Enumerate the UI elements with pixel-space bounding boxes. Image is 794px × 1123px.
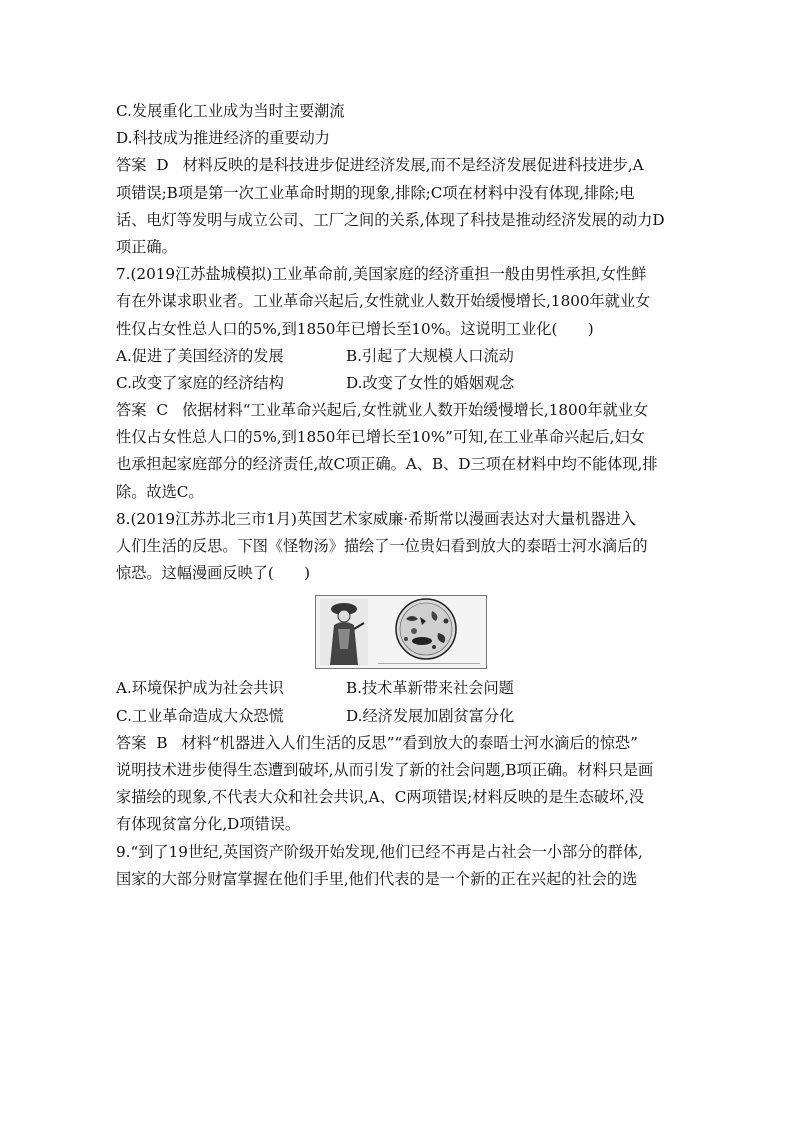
explanation-text: 材料反映的是科技进步促进经济发展,而不是经济发展促进科技进步,A	[182, 156, 644, 175]
cartoon-caption-rule	[378, 663, 480, 667]
q7-explanation-line: 性仅占女性总人口的5%,到1850年已增长至10%”可知,在工业革命兴起后,妇女	[116, 428, 645, 447]
q7-explanation-line: 也承担起家庭部分的经济责任,故C项正确。A、B、D三项在材料中均不能体现,排	[116, 455, 658, 474]
q9-stem-line: 9.“到了19世纪,英国资产阶级开始发现,他们已经不再是占社会一小部分的群体,	[116, 842, 643, 861]
q7-stem-line: 有在外谋求职业者。工业革命兴起后,女性就业人数开始缓慢增长,1800年就业女	[116, 292, 651, 311]
q8-options-row	[116, 675, 686, 702]
q6-option-c: C.发展重化工业成为当时主要潮流	[116, 102, 345, 120]
q8-option-a: A.环境保护成为社会共识	[116, 679, 284, 698]
answer-label: 答案	[116, 401, 147, 420]
q9-stem-line: 国家的大部分财富掌握在他们手里,他们代表的是一个新的正在兴起的社会的选	[116, 869, 638, 888]
q7-option-b: B.引起了大规模人口流动	[346, 346, 514, 365]
q7-option-a: A.促进了美国经济的发展	[116, 346, 284, 365]
explanation-text: 依据材料“工业革命兴起后,女性就业人数开始缓慢增长,1800年就业女	[182, 401, 649, 420]
q7-options-row	[116, 343, 686, 370]
magnified-water-drop-icon	[376, 597, 476, 661]
answer-label: 答案	[116, 733, 147, 752]
q8-explanation-line: 说明技术进步使得生态遭到破坏,从而引发了新的社会问题,B项正确。材料只是画	[116, 761, 654, 779]
q6-explanation-line: 项正确。	[116, 237, 177, 256]
monster-soup-cartoon	[116, 595, 686, 669]
q6-option-d: D.科技成为推进经济的重要动力	[116, 129, 330, 148]
answer-letter: D	[156, 156, 169, 175]
q8-explanation-line: 家描绘的现象,不代表大众和社会共识,A、C两项错误;材料反映的是生态破坏,没	[116, 788, 645, 807]
cartoon-image	[315, 595, 487, 669]
q8-option-b: B.技术革新带来社会问题	[346, 679, 514, 698]
q8-options-row	[116, 703, 686, 730]
q8-stem-line: 8.(2019江苏苏北三市1月)英国艺术家威廉·希斯常以漫画表达对大量机器进入	[116, 509, 636, 528]
q7-stem-line: 性仅占女性总人口的5%,到1850年已增长至10%。这说明工业化( )	[116, 319, 594, 338]
q8-explanation-line: 有体现贫富分化,D项错误。	[116, 815, 301, 834]
q7-option-d: D.改变了女性的婚姻观念	[346, 373, 515, 392]
document-page	[116, 98, 686, 893]
q8-stem-line: 惊恐。这幅漫画反映了( )	[116, 564, 311, 583]
q8-option-d: D.经济发展加剧贫富分化	[346, 706, 515, 725]
explanation-text: 材料“机器进入人们生活的反思”“看到放大的泰晤士河水滴后的惊恐”	[181, 733, 638, 752]
q8-answer-line	[116, 730, 686, 757]
q6-explanation-line: 话、电灯等发明与成立公司、工厂之间的关系,体现了科技是推动经济发展的动力D	[116, 210, 665, 229]
q6-answer-line	[116, 152, 686, 179]
q7-explanation-line: 除。故选C。	[116, 482, 204, 501]
q7-options-row	[116, 370, 686, 397]
q7-answer-line	[116, 397, 686, 424]
lady-figure-icon	[320, 599, 368, 665]
answer-letter: B	[156, 733, 168, 752]
q7-stem-line: 7.(2019江苏盐城模拟)工业革命前,美国家庭的经济重担一般由男性承担,女性鲜	[116, 265, 647, 284]
q6-explanation-line: 项错误;B项是第一次工业革命时期的现象,排除;C项在材料中没有体现,排除;电	[116, 183, 635, 202]
q7-option-c: C.改变了家庭的经济结构	[116, 373, 284, 392]
q8-stem-line: 人们生活的反思。下图《怪物汤》描绘了一位贵妇看到放大的泰晤士河水滴后的	[116, 537, 648, 556]
answer-label: 答案	[116, 156, 147, 175]
answer-letter: C	[156, 401, 168, 420]
q8-option-c: C.工业革命造成大众恐慌	[116, 706, 284, 725]
